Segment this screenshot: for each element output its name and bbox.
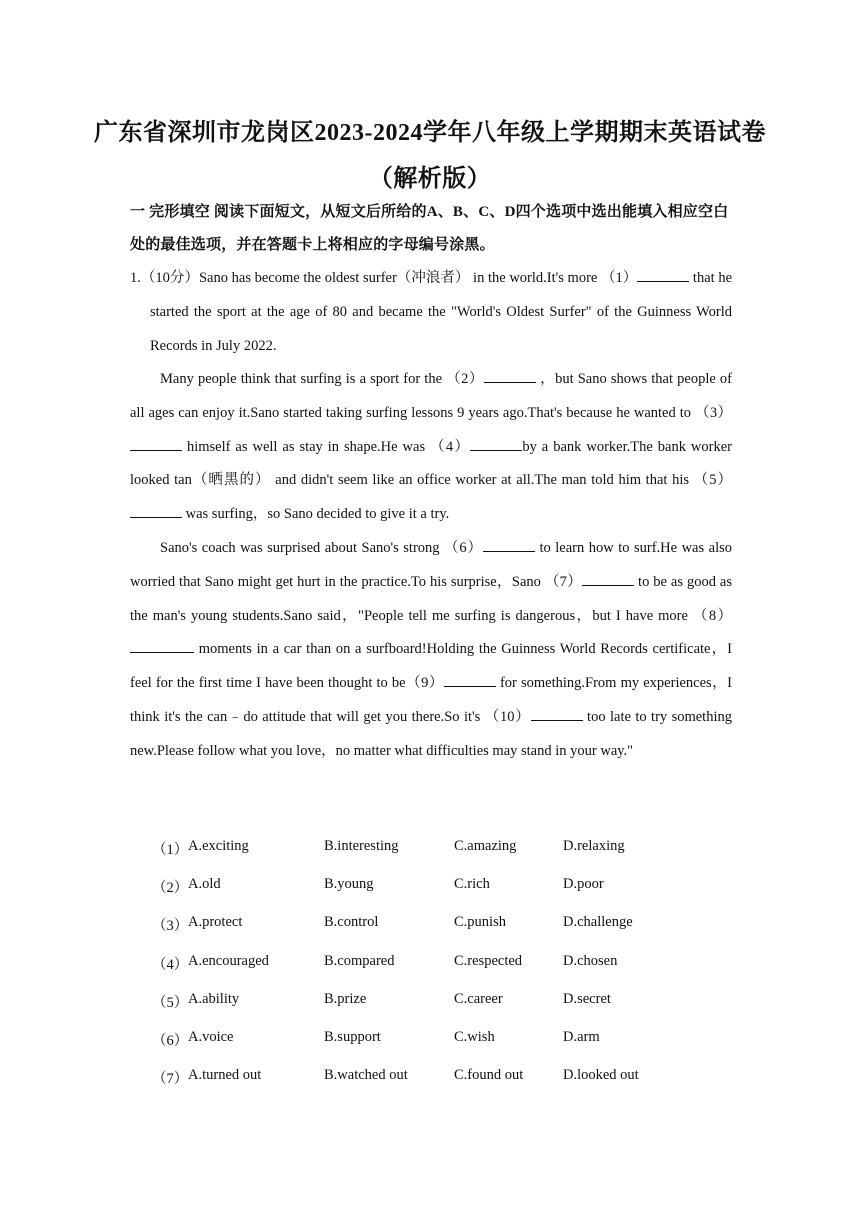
blank-7 <box>582 571 634 586</box>
option-a: A.ability <box>188 990 240 1007</box>
option-number: （6） <box>152 1032 189 1049</box>
option-number: （5） <box>152 994 189 1011</box>
passage-text: by a bank worker.The bank worker looked tan（晒黑的） and didn't seem like an office worker at all.The man told him that his （5） <box>130 438 732 489</box>
option-d: D.relaxing <box>563 838 625 854</box>
option-number: （3） <box>152 918 189 935</box>
question-points: （10分） <box>140 270 199 286</box>
blank-4 <box>470 436 522 451</box>
blank-5 <box>130 503 182 518</box>
passage-text: for something.From my experiences，I think it's the can﹣do attitude that will get you there.So it's （10） <box>130 675 733 725</box>
option-b: B.prize <box>324 990 367 1007</box>
question-paragraph-1 <box>130 262 732 363</box>
option-a: A.encouraged <box>188 952 269 969</box>
blank-6 <box>483 537 535 552</box>
option-b: B.control <box>324 914 379 931</box>
option-number: （1） <box>152 842 189 858</box>
option-b: B.compared <box>324 952 395 969</box>
option-row <box>152 914 752 952</box>
blank-8 <box>130 638 194 653</box>
option-a: A.protect <box>188 914 243 931</box>
option-row <box>152 953 752 991</box>
option-row <box>152 1067 752 1105</box>
option-a: A.exciting <box>188 838 249 854</box>
option-c: C.punish <box>454 914 506 931</box>
passage-text: himself as well as stay in shape.He was （4） <box>182 438 471 455</box>
page-title: 广东省深圳市龙岗区2023-2024学年八年级上学期期末英语试卷 <box>94 120 766 146</box>
page-subtitle: （解析版） <box>368 166 492 192</box>
option-c: C.respected <box>454 952 523 969</box>
passage-text: to be as good as the man's young students.Sano said，"People tell me surfing is dangerous，but I have more （8） <box>130 573 732 624</box>
option-b: B.young <box>324 876 374 893</box>
blank-1 <box>637 267 689 282</box>
passage-text: to learn how to surf.He was also worried that Sano might get hurt in the practice.To his surprise，Sano （7） <box>130 540 733 590</box>
passage-text: that he started the sport at the age of 80 and became the "World's Oldest Surfer" of the Guinness World Records in July 2022. <box>150 270 732 354</box>
option-d: D.challenge <box>563 914 633 931</box>
question-number: 1. <box>130 270 141 286</box>
option-number: （4） <box>152 956 189 973</box>
blank-2 <box>484 368 536 383</box>
blank-10 <box>531 706 583 721</box>
blank-3 <box>130 436 182 451</box>
section-heading: 一 完形填空 阅读下面短文，从短文后所给的A、B、C、D四个选项中选出能填入相应空白处的最佳选项，并在答题卡上将相应的字母编号涂黑。 <box>130 204 729 253</box>
option-number: （2） <box>152 880 189 897</box>
option-d: D.secret <box>563 990 611 1007</box>
option-c: C.wish <box>454 1028 495 1045</box>
blank-9 <box>444 672 496 687</box>
option-a: A.old <box>188 876 221 893</box>
option-b: B.support <box>324 1028 381 1045</box>
option-d: D.poor <box>563 876 604 893</box>
option-row <box>152 838 752 876</box>
option-number: （7） <box>152 1071 189 1088</box>
passage-text: Many people think that surfing is a sport for the （2） <box>160 371 484 387</box>
option-c: C.career <box>454 990 503 1007</box>
question-paragraph-3 <box>130 532 732 769</box>
option-row <box>152 876 752 914</box>
option-row <box>152 1029 752 1067</box>
option-b: B.watched out <box>324 1067 408 1084</box>
passage-text: Sano's coach was surprised about Sano's strong （6） <box>160 540 483 556</box>
option-d: D.arm <box>563 1028 600 1045</box>
option-d: D.looked out <box>563 1067 639 1084</box>
option-c: C.found out <box>454 1067 524 1084</box>
option-c: C.rich <box>454 876 490 893</box>
question-paragraph-2 <box>130 363 732 532</box>
passage-text: Sano has become the oldest surfer（冲浪者） in the world.It's more （1） <box>198 270 638 286</box>
passage-text: was surfing，so Sano decided to give it a try. <box>182 506 450 523</box>
passage-text: too late to try something new.Please follow what you love，no matter what difficulties may stand in your way." <box>130 708 732 759</box>
option-d: D.chosen <box>563 952 618 969</box>
answer-options <box>152 838 752 1105</box>
option-row <box>152 991 752 1029</box>
passage-text: ，but Sano shows that people of all ages can enjoy it.Sano started taking surfing lessons 9 years ago.That's because he wanted to （3） <box>130 371 732 421</box>
option-b: B.interesting <box>324 838 399 854</box>
option-a: A.turned out <box>188 1067 262 1084</box>
option-a: A.voice <box>188 1028 234 1045</box>
passage-text: moments in a car than on a surfboard!Holding the Guinness World Records certificate，I feel for the first time I have been thought to be（9） <box>130 641 732 692</box>
option-c: C.amazing <box>454 838 517 854</box>
